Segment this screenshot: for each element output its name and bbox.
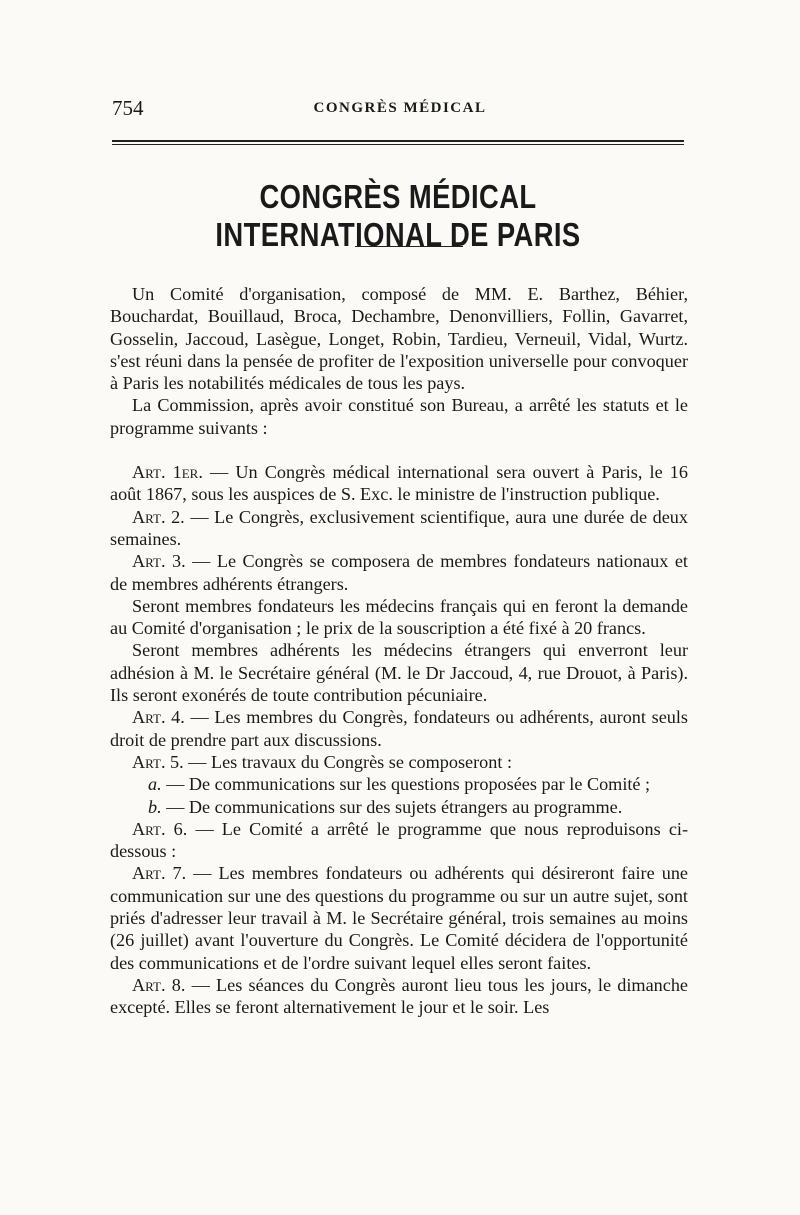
article-6-text: — Le Comité a arrêté le programme que nous reproduisons ci-dessous : (110, 818, 689, 862)
paragraph-commission: La Commission, après avoir constitué son Bureau, a arrêté les statuts et le programme suivants : (110, 395, 688, 438)
article-8-label: Art. 8. (132, 974, 186, 995)
article-3 (110, 550, 688, 595)
list-item-a-text: — De communications sur les questions proposées par le Comité ; (161, 774, 651, 795)
running-head (112, 96, 688, 120)
article-6-label: Art. 6. (132, 818, 188, 839)
title-rule (355, 246, 463, 247)
page-number: 754 (112, 96, 144, 120)
paragraph-founding-members: Seront membres fondateurs les médecins français qui en feront la demande au Comité d'organisation ; le prix de la souscription a été fixé à 20 francs. (110, 595, 688, 639)
article-6 (110, 818, 688, 863)
article-title: CONGRÈS MÉDICAL INTERNATIONAL DE PARIS (215, 178, 581, 253)
article-5-label: Art. 5. (132, 751, 184, 772)
article-2-label: Art. 2. (132, 506, 185, 527)
article-5 (110, 751, 688, 773)
article-5-list (110, 773, 688, 818)
article-body (110, 283, 688, 1019)
paragraph-gap (110, 439, 688, 461)
article-2-text: — Le Congrès, exclusivement scientifique, aura une durée de deux semaines. (110, 506, 688, 549)
paragraph-committee: Un Comité d'organisation, composé de MM. E. Barthez, Béhier, Bouchardat, Bouillaud, Broca, Dechambre, Denonvilliers, Follin, Gavarret, Gosselin, Jaccoud, Lasègue, Longet, Robin, Tardieu, Verneuil, Vidal, Wurtz. s'est réuni dans la pensée de profiter de l'exposition universelle pour convoquer à Paris les notabilités médicales de tous les pays. (110, 284, 688, 394)
list-item-a-marker: a. (148, 774, 162, 795)
article-1-text: — Un Congrès médical international sera ouvert à Paris, le 16 août 1867, sous les auspices de S. Exc. le ministre de l'instruction publique. (110, 462, 688, 505)
running-title: CONGRÈS MÉDICAL (313, 100, 487, 116)
paragraph-adherent-members: Seront membres adhérents les médecins étrangers qui enverront leur adhésion à M. le Secrétaire général (M. le Dr Jaccoud, 4, rue Drouot, à Paris). Ils seront exonérés de toute contribution pécuniaire. (110, 640, 688, 706)
list-item-b-text: — De communications sur des sujets étrangers au programme. (161, 796, 623, 817)
article-8 (110, 974, 688, 1019)
article-1 (110, 461, 688, 506)
article-8-text: — Les séances du Congrès auront lieu tous les jours, le dimanche excepté. Elles se feront alternativement le jour et le soir. Les (110, 974, 688, 1018)
article-3-text: — Le Congrès se composera de membres fondateurs nationaux et de membres adhérents étrangers. (110, 551, 688, 594)
article-7 (110, 862, 688, 973)
article-7-label: Art. 7. (132, 863, 187, 884)
article-4 (110, 706, 688, 751)
header-rule (112, 140, 684, 145)
article-3-label: Art. 3. (132, 551, 186, 572)
article-2 (110, 506, 688, 551)
list-item-b (110, 796, 688, 818)
article-1-label: Art. 1er. (132, 462, 203, 483)
article-5-text: — Les travaux du Congrès se composeront : (183, 751, 513, 772)
article-7-text: — Les membres fondateurs ou adhérents qui désireront faire une communication sur une des questions du programme ou sur un autre sujet, sont priés d'adresser leur travail à M. le Secrétaire général, trois semaines au moins (26 juillet) avant l'ouverture du Congrès. Le Comité décidera de l'opportunité des communications et de l'ordre suivant lequel elles seront faites. (110, 863, 688, 973)
list-item-b-marker: b. (148, 796, 162, 817)
article-4-label: Art. 4. (132, 707, 185, 728)
article-4-text: — Les membres du Congrès, fondateurs ou adhérents, auront seuls droit de prendre part aux discussions. (110, 707, 688, 750)
list-item-a (110, 773, 688, 795)
